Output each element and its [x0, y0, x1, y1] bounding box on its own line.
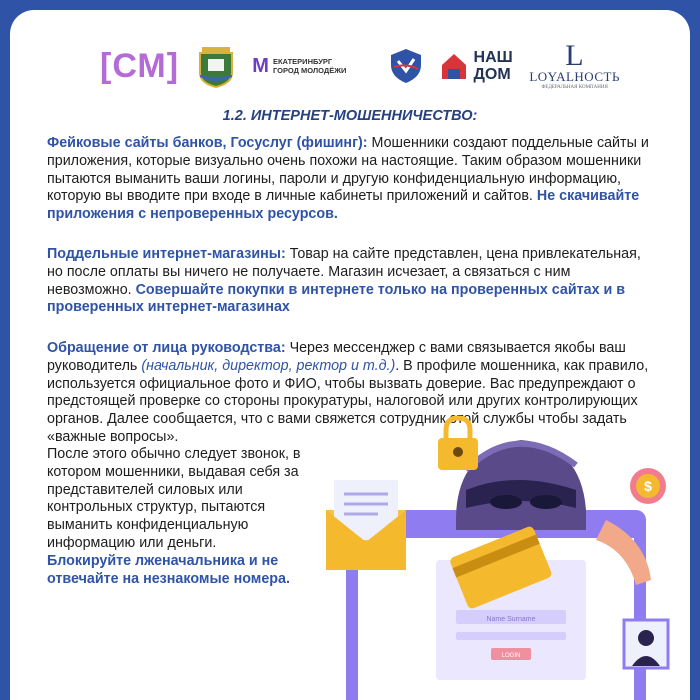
paragraph-fake-shops-body: Товар на сайте представлен, цена привлекательная, но после оплаты вы ничего не получаете. Магазин исчезает, а связаться с ним невозможно. [47, 246, 641, 298]
paragraph-fake-shops-heading: Поддельные интернет-магазины: [47, 246, 286, 262]
logo-ekaterinburg-coat-of-arms [196, 43, 236, 89]
paragraph-fake-shops-advice: Совершайте покупки в интернете только на проверенных сайтах и в проверенных интернет-магазинах [47, 281, 626, 316]
paragraph-fake-boss-body2: . В профиле мошенника, как правило, используется официальное фото и ФИО, чтобы вызвать доверие. Вас предупреждают о предстоящей проверке со стороны прокуратуры, налоговой или других контролирующих органов. Далее сообщается, что с вами свяжется сотрудник этой службы чтобы задать «важные вопросы». [47, 357, 649, 445]
shield-icon [389, 47, 423, 85]
content-card [10, 10, 690, 700]
logo-ekb-mark: М [252, 54, 269, 77]
logo-ekaterinburg-youth [252, 54, 372, 77]
paragraph-fake-boss-italic: (начальник, директор, ректор и т.д.) [141, 357, 396, 374]
logo-loy-name: LOYALНОСТЬ [529, 68, 620, 84]
logo-shield [389, 47, 423, 85]
lock-icon [438, 418, 478, 470]
logo-cm: [СМ] [100, 46, 180, 85]
paragraph-fake-boss-body1: Через мессенджер с вами связывается якобы ваш руководитель [47, 340, 626, 374]
logo-ekb-line2: ГОРОД МОЛОДЁЖИ [272, 66, 347, 75]
coat-of-arms-icon [196, 43, 236, 89]
section-title: 1.2. ИНТЕРНЕТ-МОШЕННИЧЕСТВО: [222, 108, 478, 124]
logo-loyalnost [529, 38, 620, 90]
house-icon [440, 51, 468, 81]
paragraph-fake-boss-heading: Обращение от лица руководства: [47, 340, 286, 356]
logo-ekb-line1: ЕКАТЕРИНБУРГ [272, 57, 333, 66]
paragraph-fake-boss-advice: Блокируйте лженачальника и не отвечайте на незнакомые номера. [47, 552, 290, 587]
scam-illustration [306, 410, 690, 700]
logo-nash-dom [440, 49, 513, 83]
logo-nd-line1: НАШ [473, 49, 513, 66]
logo-loy-mark: L [565, 38, 585, 72]
paragraph-phishing-body: Мошенники создают поддельные сайты и приложения, которые визуально очень похожи на настоящие. Таким образом мошенники пытаются выманить ваши логины, пароли и другую конфиденциальную информацию, которую вы вводите при входе в личные кабинеты приложений и сайтов. [47, 135, 649, 205]
dollar-coin-icon [630, 468, 666, 504]
logo-loy-sub: ФЕДЕРАЛЬНАЯ КОМПАНИЯ [541, 84, 608, 90]
paragraph-fake-boss-body3: После этого обычно следует звонок, в котором мошенники, выдавая себя за представителей силовых или контрольных структур, пытаются выманить конфиденциальную информацию или деньги. [47, 446, 301, 551]
paragraph-phishing-heading: Фейковые сайты банков, Госуслуг (фишинг): [47, 135, 368, 151]
user-avatar-icon [624, 620, 668, 668]
logo-nd-line2: ДОМ [473, 66, 511, 83]
login-button-label: LOGIN [501, 653, 521, 659]
paragraph-fake-shops [47, 246, 657, 317]
paragraph-fake-boss-continued [47, 446, 309, 588]
partner-logos [100, 40, 620, 92]
name-field-placeholder: Name Surname [486, 616, 536, 623]
paragraph-phishing-advice: Не скачивайте приложения с непроверенных ресурсов. [47, 188, 640, 223]
svg-text:$: $ [644, 478, 652, 494]
paragraph-phishing [47, 135, 657, 224]
